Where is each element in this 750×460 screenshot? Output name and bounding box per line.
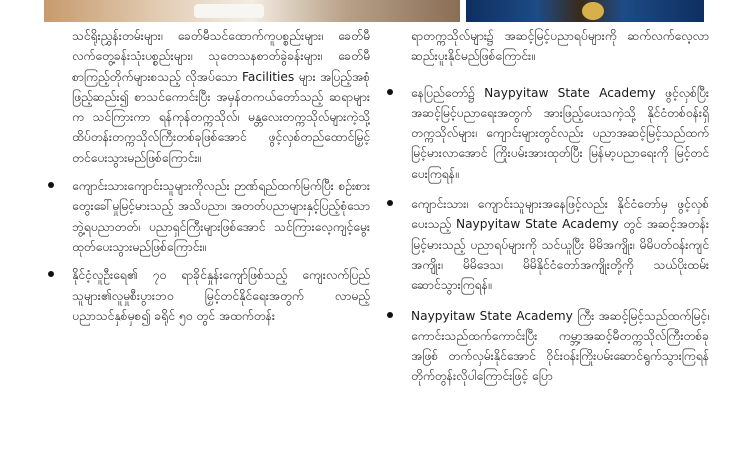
bullet-icon <box>387 312 393 318</box>
ceremony-photo-left <box>44 0 460 22</box>
paragraph-text: ကျောင်းသား၊ ကျောင်းသူများအနေဖြင့်လည်း နိုင်ငံတော်မှ ဖွင့်လှစ်ပေးသည့် Naypyitaw State Academy တွင် အဆင့်အတန်းမြင့်မားသည့် ပညာရပ်များကို သင်ယူပြီး မိမိအကျိုး၊ မိမိပတ်ဝန်းကျင်အကျိုး၊ မိမိဒေသ၊ မိမိနိုင်ငံတော်အကျိုးတို့ကို သယ်ပိုးထမ်းဆောင်သွားကြရန်။ <box>411 197 709 293</box>
bullet-paragraph <box>44 265 370 326</box>
bullet-icon <box>387 89 393 95</box>
bullet-paragraph <box>383 306 709 387</box>
paragraph-text: နိုင်ငံ့လူဦးရေ၏ ၇၀ ရာခိုင်နှုန်းကျော်ဖြစ်သည့် ကျေးလက်ပြည်သူများ၏လူမှုစီးပွားဘဝ မြှင့်တင်နိုင်ရေးအတွက် လာမည့်ပညာသင်နှစ်မှစ၍ ခရိုင် ၅၀ တွင် အထက်တန်း <box>72 268 370 323</box>
paragraph-text: ရာတက္ကသိုလ်များ၌ အဆင့်မြင့်ပညာရပ်များကို ဆက်လက်လေ့လာဆည်းပူးနိုင်မည်ဖြစ်ကြောင်း။ <box>411 29 709 64</box>
bullet-icon <box>387 200 393 206</box>
bullet-paragraph <box>383 194 709 295</box>
paragraph-text: သင်ရိုးညွှန်းတမ်းများ၊ ခေတ်မီသင်ထောက်ကူပစ္စည်းများ၊ ခေတ်မီလက်တွေ့ခန်းသုံးပစ္စည်းများ၊ သုတေသနစာတ်ခွဲခန်းများ၊ ခေတ်မီစာကြည့်တိုက်များစသည့် လိုအပ်သော Facilities များ အပြည့်အစုံ ဖြည့်ဆည်း၍ စာသင်ကောင်းပြီး အမှန်တကယ်တော်သည့် ဆရာများက သင်ကြားကာ ရန်ကုန်တက္ကသိုလ်၊ မန္တလေးတက္ကသိုလ်များကဲ့သို့ ထိပ်တန်းတက္ကသိုလ်ကြီးတစ်ခုဖြစ်အောင် ဖွင့်လှစ်တည်ထောင်မြှင့်တင်ပေးသွားမည်ဖြစ်ကြောင်း။ <box>72 29 370 165</box>
bullet-paragraph <box>383 83 709 184</box>
left-column <box>44 22 370 334</box>
bullet-icon <box>48 182 54 188</box>
ceremony-photo-right <box>466 0 704 22</box>
header-photo-strip <box>44 0 704 22</box>
paragraph-continued <box>44 26 370 168</box>
bullet-paragraph <box>44 176 370 257</box>
bullet-icon <box>48 271 54 277</box>
paragraph-text: ကျောင်းသားကျောင်းသူများကိုလည်း ဉာဏ်ရည်ထက်မြက်ပြီး စဉ်းစားတွေးခေါ်မှုမြင့်မားသည့် အသိပညာ၊ အတတ်ပညာများနှင့်ပြည့်စုံသော ဘွဲ့ရပညာတတ်၊ ပညာရှင်ကြီးများဖြစ်အောင် သင်ကြားလေ့ကျင့်မွေးထုတ်ပေးသွားမည်ဖြစ်ကြောင်း။ <box>72 179 370 254</box>
paragraph-text: Naypyitaw State Academy ကြီး အဆင့်မြင့်သည်ထက်မြင့်၊ ကောင်းသည်ထက်ကောင်းပြီး ကမ္ဘာ့အဆင့်မီတက္ကသိုလ်ကြီးတစ်ခုအဖြစ် တက်လှမ်းနိုင်အောင် ဝိုင်းဝန်းကြိုးပမ်းဆောင်ရွက်သွားကြရန် တိုက်တွန်းလိုပါကြောင်းဖြင့် ပြော <box>411 308 709 384</box>
paragraph-text: နေပြည်တော်၌ Naypyitaw State Academy ဖွင့်လှစ်ပြီး အဆင့်မြင့်ပညာရေးအတွက် အားဖြည့်ပေးသကဲ့သို့ နိုင်ငံတစ်ဝန်းရှိ တက္ကသိုလ်များ၊ ကျောင်းများတွင်လည်း ပညာအဆင့်မြင့်သည်ထက် မြင့်မားလာအောင် ကြိုးပမ်းအားထုတ်ပြီး မြန်မာ့ပညာရေးကို မြင့်တင်ပေးကြရန်။ <box>411 85 709 181</box>
paragraph-continued <box>383 26 709 67</box>
right-column <box>383 22 709 397</box>
